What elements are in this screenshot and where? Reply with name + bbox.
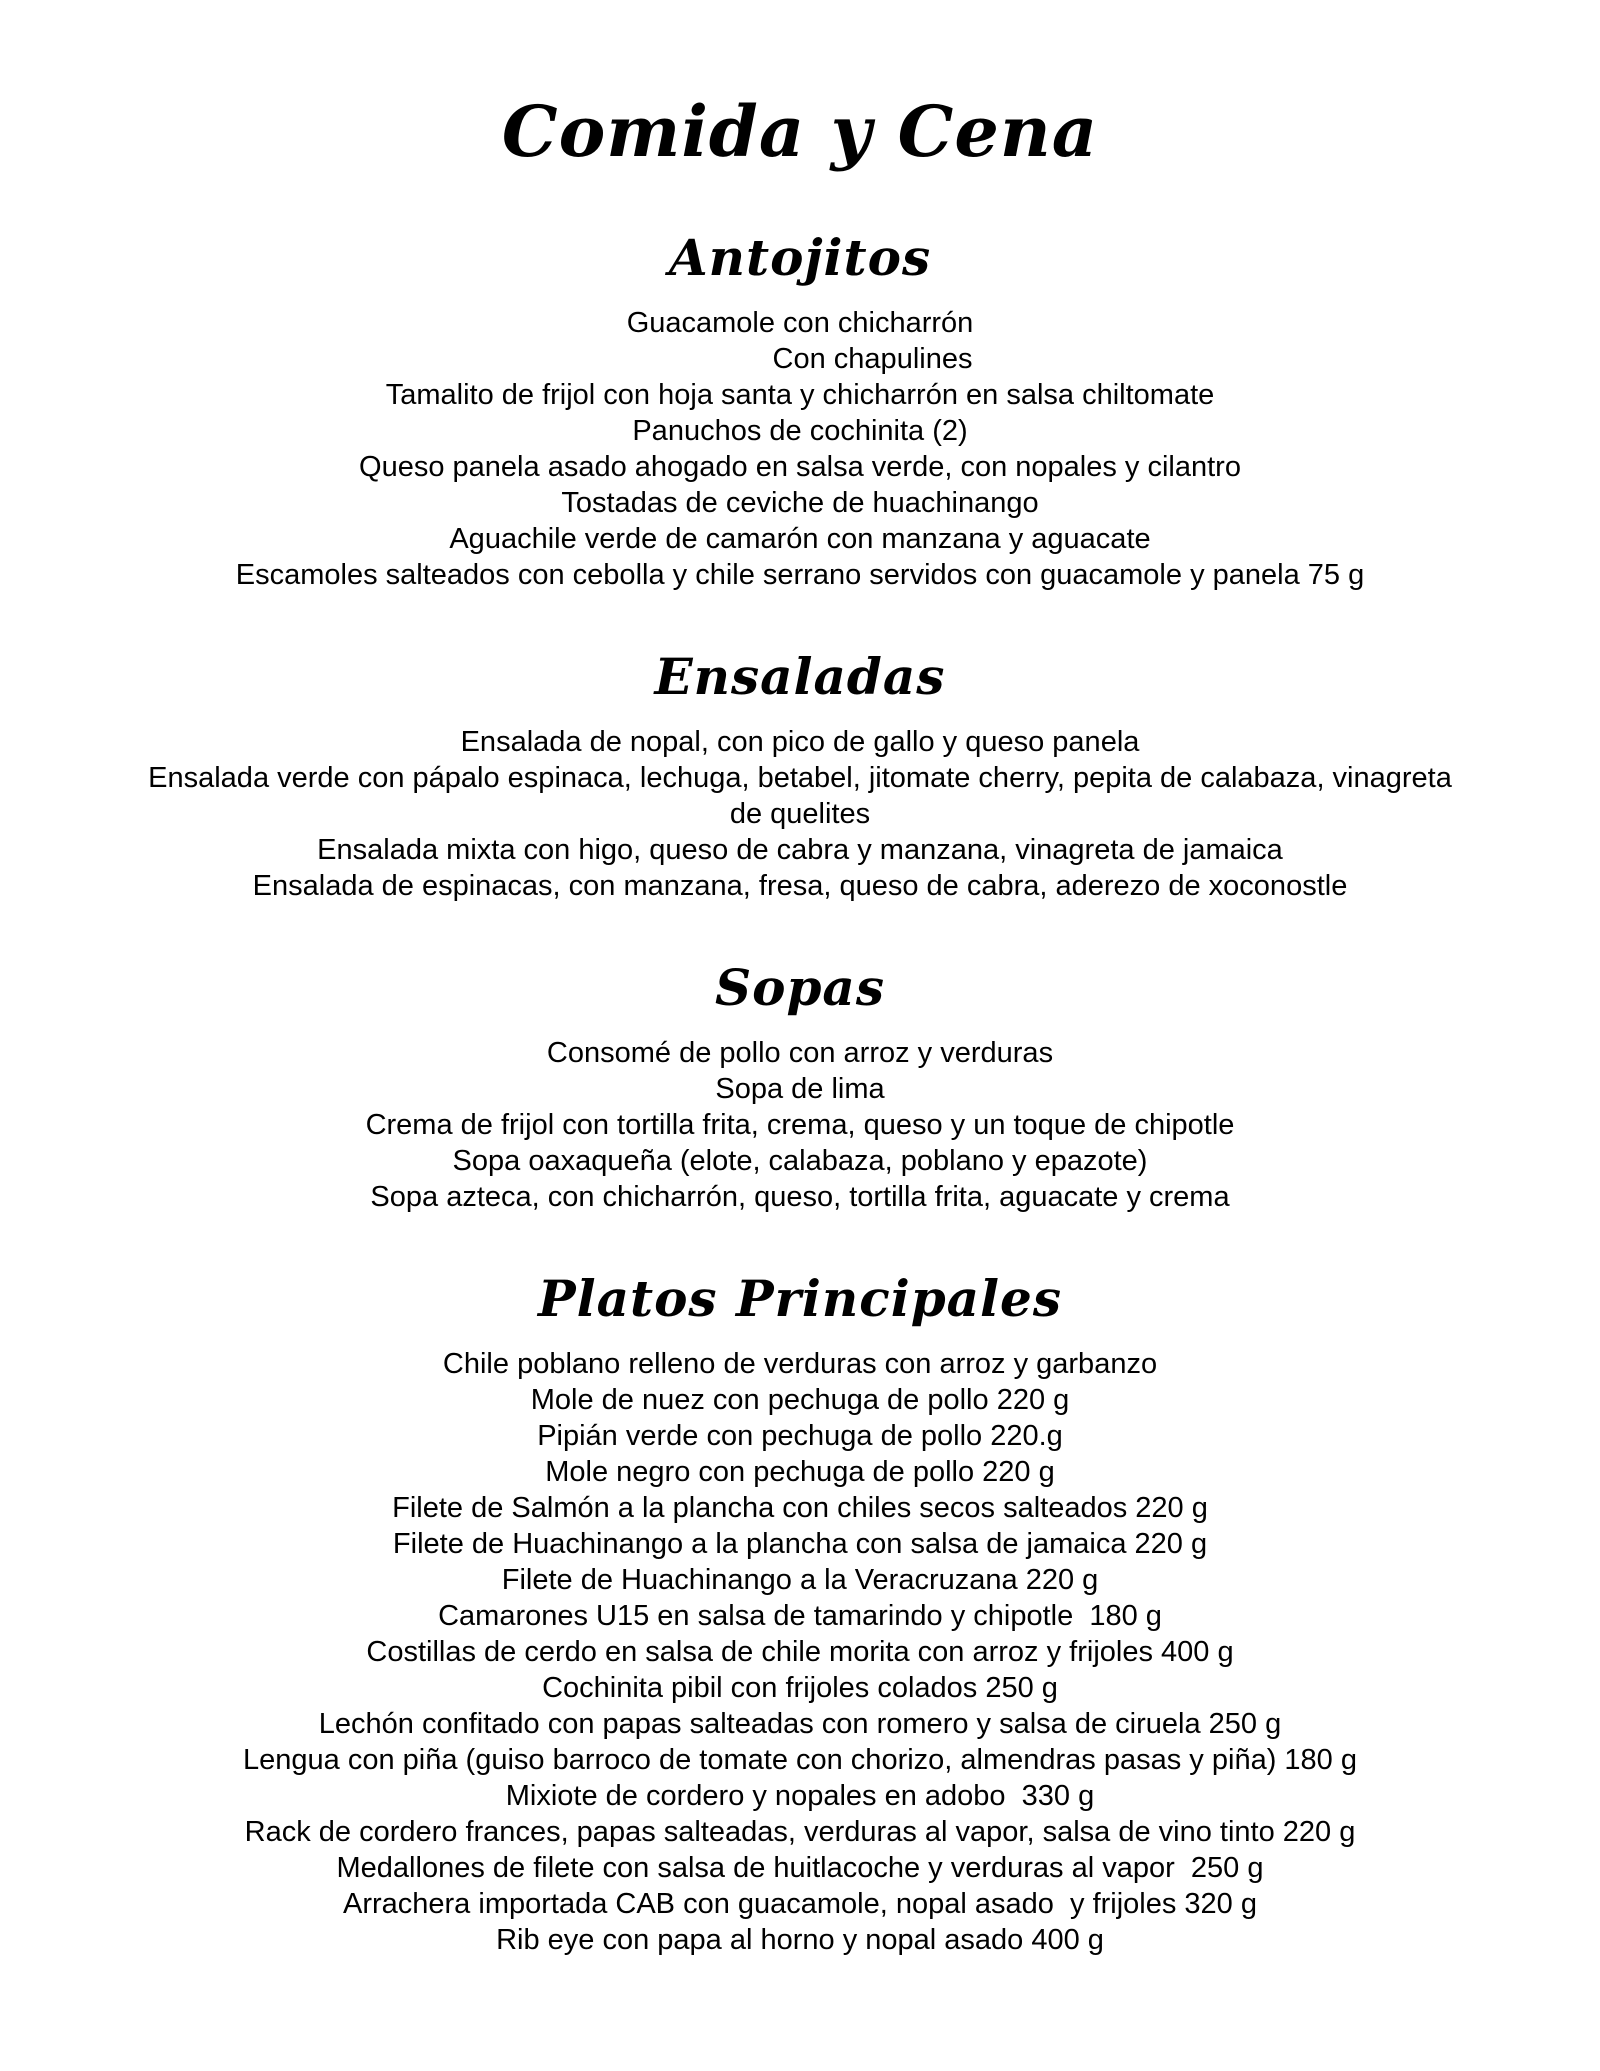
menu-item: Con chapulines [627, 343, 973, 375]
section-header: Antojitos [668, 228, 932, 287]
section-header: Platos Principales [537, 1269, 1063, 1328]
menu-item: Mixiote de cordero y nopales en adobo 330 g [505, 1780, 1095, 1812]
menu-item: Filete de Huachinango a la Veracruzana 220 g [501, 1564, 1099, 1596]
menu-item: Lechón confitado con papas salteadas con romero y salsa de ciruela 250 g [318, 1708, 1282, 1740]
menu-item: Medallones de filete con salsa de huitlacoche y verduras al vapor 250 g [336, 1852, 1264, 1884]
menu-item: Aguachile verde de camarón con manzana y aguacate [449, 523, 1151, 555]
menu-item: Escamoles salteados con cebolla y chile serrano servidos con guacamole y panela 75 g [235, 559, 1365, 591]
menu-section-0 [135, 220, 1465, 593]
menu-item: Ensalada de espinacas, con manzana, fresa, queso de cabra, aderezo de xoconostle [252, 870, 1348, 902]
menu-item: Filete de Salmón a la plancha con chiles secos salteados 220 g [392, 1492, 1208, 1524]
menu-item: Ensalada de nopal, con pico de gallo y queso panela [460, 726, 1140, 758]
menu-item: Lengua con piña (guiso barroco de tomate con chorizo, almendras pasas y piña) 180 g [243, 1744, 1357, 1776]
section-header: Ensaladas [654, 647, 946, 706]
menu-section-2 [135, 950, 1465, 1215]
menu-item: Cochinita pibil con frijoles colados 250 g [542, 1672, 1058, 1704]
menu-page [135, 0, 1465, 1958]
menu-item: Pipián verde con pechuga de pollo 220.g [537, 1420, 1063, 1452]
menu-item: Sopa de lima [715, 1073, 885, 1105]
menu-item: Sopa azteca, con chicharrón, queso, tortilla frita, aguacate y crema [370, 1181, 1230, 1213]
menu-item: Ensalada mixta con higo, queso de cabra y manzana, vinagreta de jamaica [317, 834, 1283, 866]
menu-item: Queso panela asado ahogado en salsa verde, con nopales y cilantro [359, 451, 1241, 483]
menu-item: Consomé de pollo con arroz y verduras [546, 1037, 1054, 1069]
menu-item: Mole negro con pechuga de pollo 220 g [545, 1456, 1055, 1488]
menu-item: Panuchos de cochinita (2) [632, 415, 968, 447]
menu-section-3 [135, 1261, 1465, 1958]
menu-item: Rib eye con papa al horno y nopal asado 400 g [496, 1924, 1104, 1956]
section-header: Sopas [715, 958, 885, 1017]
menu-item: Sopa oaxaqueña (elote, calabaza, poblano y epazote) [452, 1145, 1148, 1177]
menu-item: Rack de cordero frances, papas salteadas, verduras al vapor, salsa de vino tinto 220 g [244, 1816, 1356, 1848]
page-title: Comida y Cena [501, 90, 1099, 173]
menu-item: Arrachera importada CAB con guacamole, nopal asado y frijoles 320 g [342, 1888, 1257, 1920]
menu-item: Filete de Huachinango a la plancha con salsa de jamaica 220 g [392, 1528, 1208, 1560]
menu-item: Chile poblano relleno de verduras con arroz y garbanzo [442, 1348, 1158, 1380]
menu-item: Camarones U15 en salsa de tamarindo y chipotle 180 g [438, 1600, 1162, 1632]
menu-section-1 [135, 639, 1465, 904]
menu-item: Tamalito de frijol con hoja santa y chicharrón en salsa chiltomate [385, 379, 1215, 411]
menu-item: Guacamole con chicharrón [626, 307, 974, 339]
menu-item: Costillas de cerdo en salsa de chile morita con arroz y frijoles 400 g [366, 1636, 1234, 1668]
menu-sections [135, 220, 1465, 1958]
menu-item: Mole de nuez con pechuga de pollo 220 g [530, 1384, 1070, 1416]
menu-item: Crema de frijol con tortilla frita, crema, queso y un toque de chipotle [365, 1109, 1235, 1141]
menu-item: Tostadas de ceviche de huachinango [561, 487, 1039, 519]
menu-item: Ensalada verde con pápalo espinaca, lechuga, betabel, jitomate cherry, pepita de calabaza, vinagreta de quelites [148, 762, 1460, 830]
